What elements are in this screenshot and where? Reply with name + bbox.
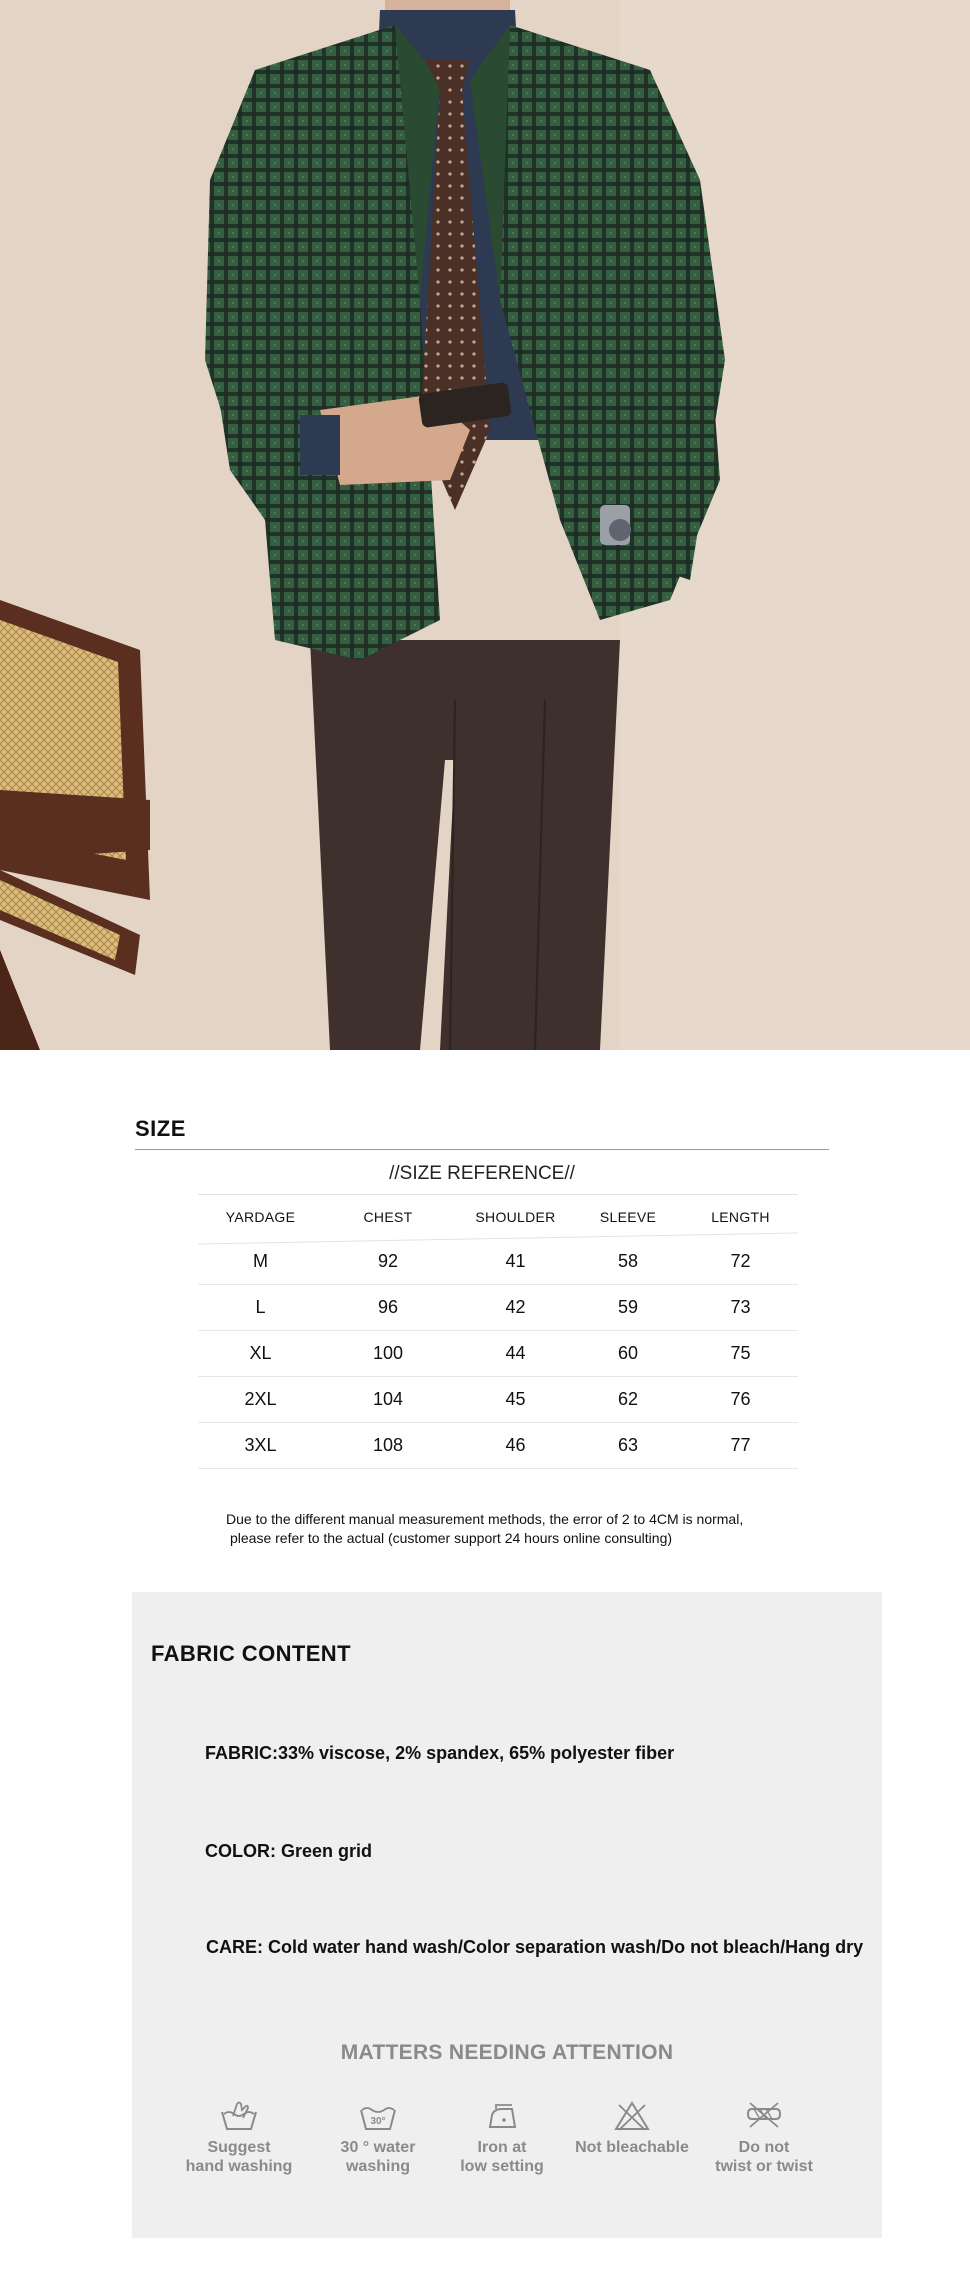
column-header-yardage: YARDAGE — [225, 1209, 296, 1225]
fabric-composition: FABRIC:33% viscose, 2% spandex, 65% polyester fiber — [205, 1743, 675, 1763]
care-label-no-wring: Do not twist or twist — [715, 2139, 813, 2175]
table-row — [198, 1239, 798, 1285]
care-item-no-wring — [704, 2100, 824, 2176]
table-header-row — [198, 1195, 798, 1239]
size-heading: SIZE — [135, 1116, 186, 1141]
cell-length: 75 — [730, 1343, 751, 1363]
fabric-care: CARE: Cold water hand wash/Color separation wash/Do not bleach/Hang dry — [206, 1937, 864, 1957]
cell-chest: 104 — [372, 1389, 404, 1409]
wash-30-icon — [358, 2100, 398, 2132]
attention-heading: MATTERS NEEDING ATTENTION — [340, 2041, 674, 2064]
cell-sleeve: 62 — [617, 1389, 639, 1409]
wash-30-badge: 30° — [370, 2116, 386, 2127]
model-wearing-blazer-illustration — [0, 0, 970, 1050]
table-row — [198, 1285, 798, 1331]
size-reference-title: //SIZE REFERENCE// — [389, 1163, 575, 1184]
cell-yardage: 2XL — [244, 1389, 277, 1409]
cell-shoulder: 44 — [505, 1343, 526, 1363]
cell-length: 72 — [730, 1251, 751, 1271]
size-table — [198, 1194, 798, 1469]
size-divider — [135, 1149, 829, 1150]
cell-length: 77 — [730, 1435, 751, 1455]
cell-length: 76 — [730, 1389, 751, 1409]
cell-yardage: M — [253, 1251, 268, 1271]
cell-sleeve: 58 — [617, 1251, 639, 1271]
cell-sleeve: 59 — [617, 1297, 639, 1317]
care-item-hand-wash — [179, 2100, 299, 2176]
cell-shoulder: 46 — [505, 1435, 526, 1455]
column-header-length: LENGTH — [711, 1209, 770, 1225]
cell-yardage: 3XL — [244, 1435, 277, 1455]
measurement-note — [226, 1510, 743, 1548]
cell-sleeve: 63 — [617, 1435, 639, 1455]
table-row — [198, 1377, 798, 1423]
cell-chest: 108 — [372, 1435, 404, 1455]
care-label-wash-30: 30 ° water washing — [340, 2139, 416, 2175]
cell-shoulder: 45 — [505, 1389, 526, 1409]
cell-shoulder: 41 — [505, 1251, 526, 1271]
care-item-wash-30 — [318, 2100, 438, 2176]
hand-wash-icon — [219, 2100, 259, 2132]
table-row — [198, 1331, 798, 1377]
fabric-content-panel — [132, 1592, 882, 2238]
column-header-shoulder: SHOULDER — [475, 1209, 556, 1225]
product-photo — [0, 0, 970, 1050]
cell-chest: 96 — [377, 1297, 399, 1317]
no-bleach-icon — [612, 2100, 652, 2132]
column-header-chest: CHEST — [363, 1209, 413, 1225]
care-item-no-bleach — [572, 2100, 692, 2157]
cell-shoulder: 42 — [505, 1297, 526, 1317]
cell-yardage: XL — [249, 1343, 272, 1363]
care-label-iron: Iron at low setting — [460, 2139, 544, 2175]
cell-yardage: L — [255, 1297, 266, 1317]
table-row — [198, 1423, 798, 1469]
care-label-no-bleach: Not bleachable — [575, 2139, 689, 2156]
cell-sleeve: 60 — [617, 1343, 639, 1363]
care-label-hand-wash: Suggest hand washing — [185, 2139, 293, 2175]
iron-low-icon — [482, 2100, 522, 2132]
column-header-sleeve: SLEEVE — [599, 1209, 657, 1225]
cell-length: 73 — [730, 1297, 751, 1317]
no-wring-icon — [744, 2100, 784, 2132]
fabric-heading: FABRIC CONTENT — [151, 1641, 351, 1666]
measurement-note-line-1: Due to the different manual measurement methods, the error of 2 to 4CM is normal, — [226, 1511, 744, 1527]
cell-chest: 92 — [377, 1251, 399, 1271]
care-item-iron — [442, 2100, 562, 2176]
cell-chest: 100 — [372, 1343, 404, 1363]
fabric-color: COLOR: Green grid — [205, 1841, 373, 1861]
measurement-note-line-2: please refer to the actual (customer support 24 hours online consulting) — [230, 1530, 673, 1546]
